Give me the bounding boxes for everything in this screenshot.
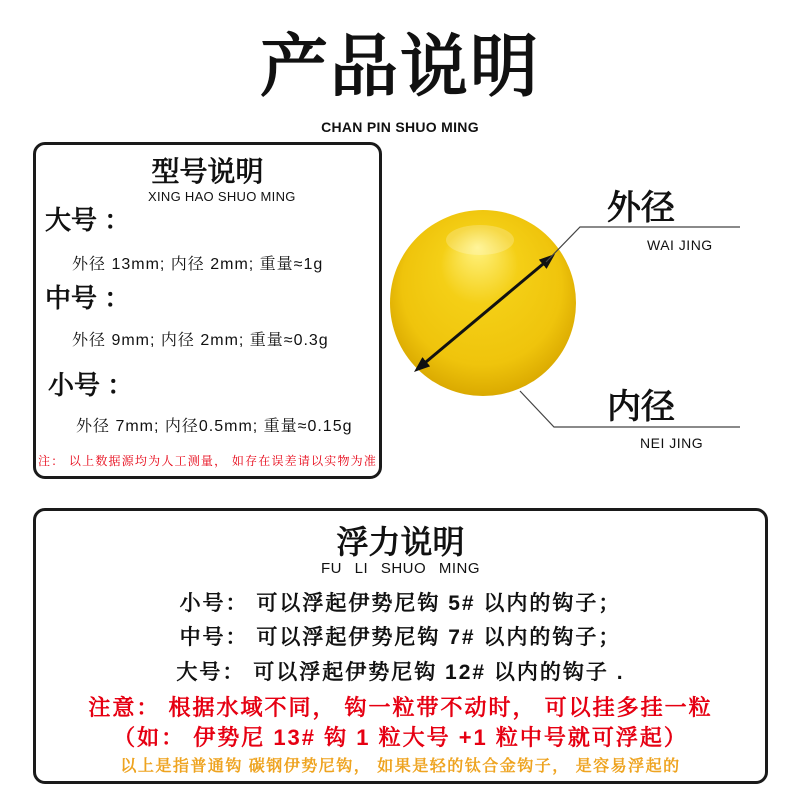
page-title: 产品说明 xyxy=(259,29,540,105)
buoyancy-line-small: 小号： 可以浮起伊势尼钩 5# 以内的钩子； xyxy=(179,592,622,615)
inner-diameter-label: 内径 xyxy=(607,388,675,426)
size-label-large: 大号 ： xyxy=(45,205,131,235)
buoyancy-warning-example: （如： 伊势尼 13# 钩 1 粒大号 +1 粒中号就可浮起） xyxy=(113,725,688,750)
buoyancy-panel-subtitle-pinyin: FU LI SHUO MING xyxy=(320,560,480,577)
ball-highlight xyxy=(446,225,514,255)
buoyancy-footnote: 以上是指普通钩 碳钢伊势尼钩， 如果是轻的钛合金钩子， 是容易浮起的 xyxy=(120,758,681,775)
page-subtitle-pinyin: CHAN PIN SHUO MING xyxy=(321,119,479,135)
model-panel-title: 型号说明 xyxy=(151,156,264,187)
outer-diameter-pinyin: WAI JING xyxy=(647,237,713,253)
size-spec-medium: 外径 9mm; 内径 2mm; 重量≈0.3g xyxy=(72,332,329,349)
ball-diameter-diagram xyxy=(380,180,760,460)
model-description-panel xyxy=(33,142,382,479)
model-panel-subtitle-pinyin: XING HAO SHUO MING xyxy=(148,189,296,204)
size-label-small: 小号 ： xyxy=(48,370,134,400)
buoyancy-description-panel xyxy=(33,508,768,784)
size-spec-small: 外径 7mm; 内径0.5mm; 重量≈0.15g xyxy=(76,418,353,435)
buoyancy-line-large: 大号： 可以浮起伊势尼钩 12# 以内的钩子 . xyxy=(176,661,625,684)
buoyancy-panel-title: 浮力说明 xyxy=(336,524,465,560)
buoyancy-warning: 注意： 根据水域不同， 钩一粒带不动时， 可以挂多挂一粒 xyxy=(88,695,713,720)
size-spec-large: 外径 13mm; 内径 2mm; 重量≈1g xyxy=(72,256,324,273)
size-label-medium: 中号 ： xyxy=(45,283,131,313)
outer-diameter-label: 外径 xyxy=(607,189,675,227)
inner-diameter-pinyin: NEI JING xyxy=(640,435,704,451)
measurement-note: 注： 以上数据源均为人工测量， 如存在误差请以实物为准 xyxy=(38,454,378,468)
buoyancy-line-medium: 中号： 可以浮起伊势尼钩 7# 以内的钩子； xyxy=(179,626,622,649)
